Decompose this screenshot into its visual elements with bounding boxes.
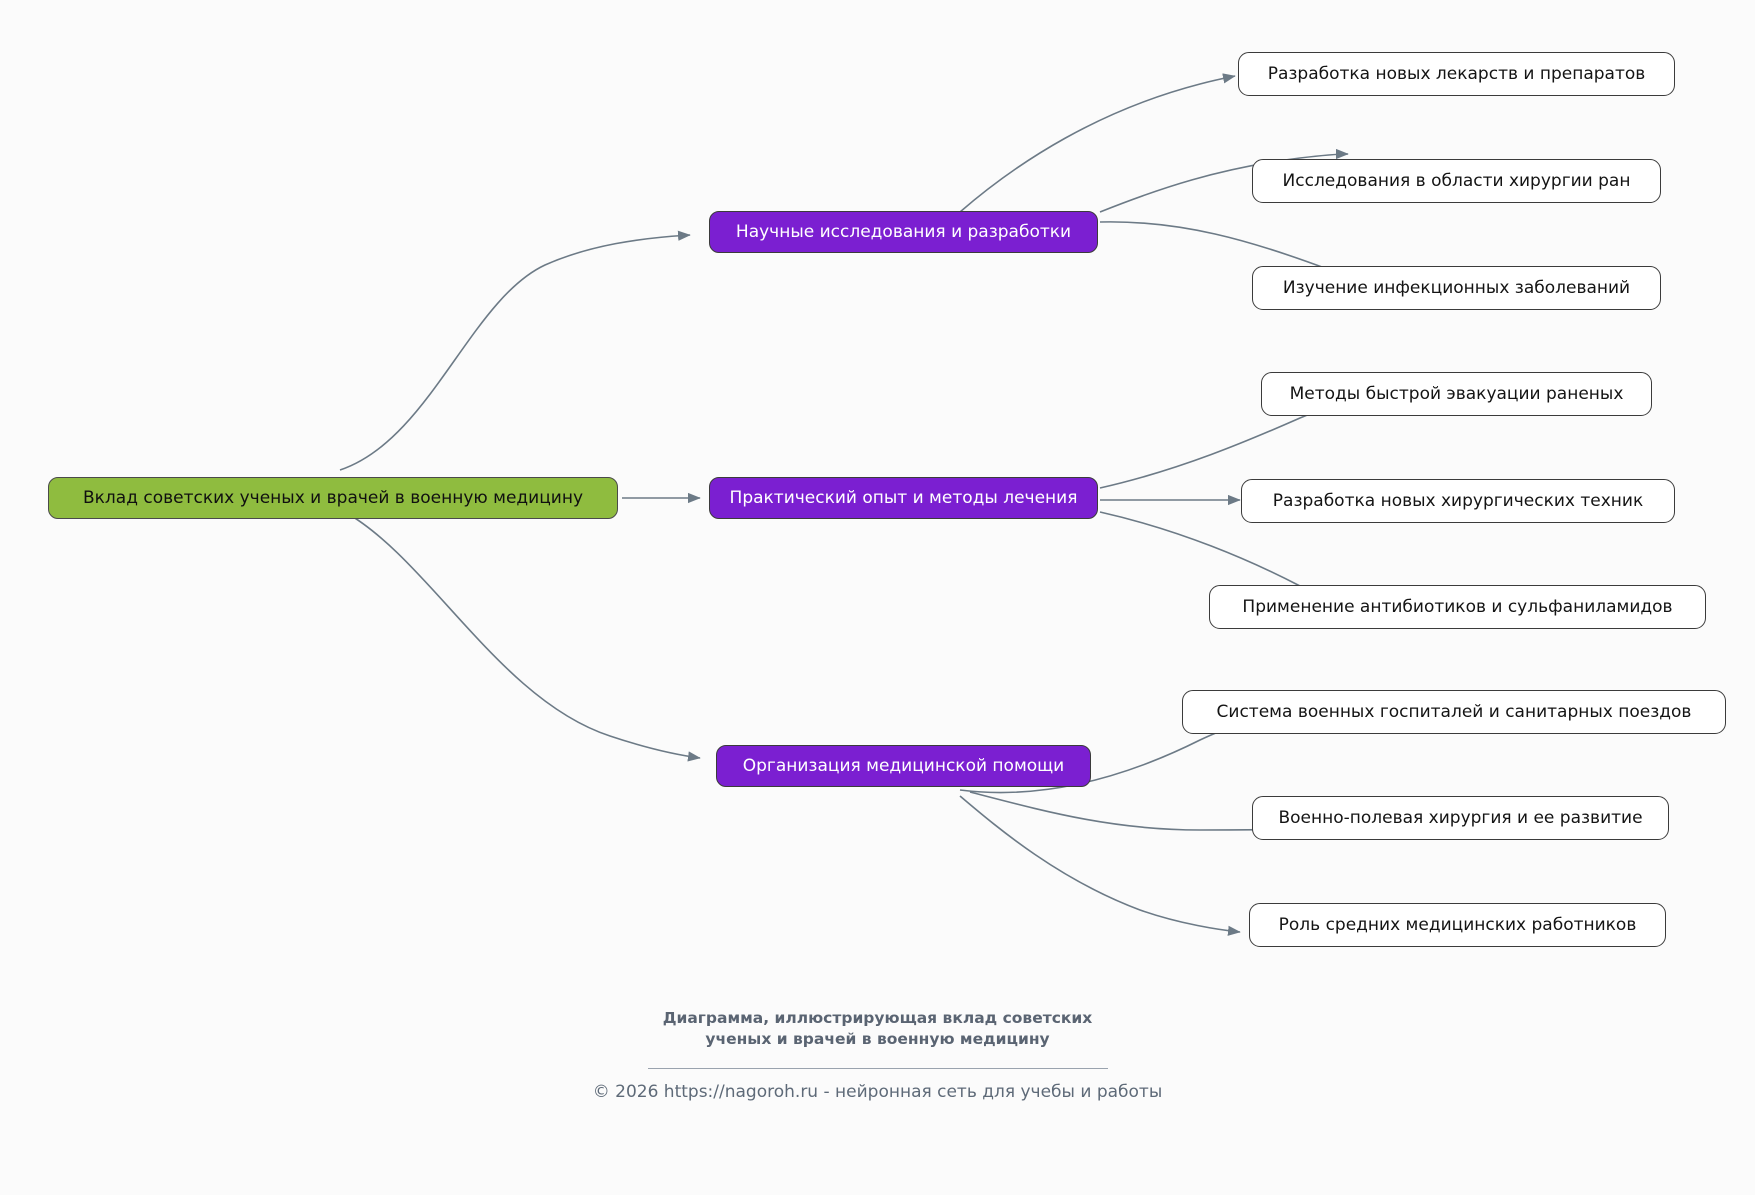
node-leaf-3-2-label: Военно-полевая хирургия и ее развитие [1278, 807, 1643, 828]
node-leaf-1-3[interactable] [1252, 266, 1661, 310]
caption-line-2: ученых и врачей в военную медицину [705, 1029, 1050, 1048]
node-branch-1[interactable] [709, 211, 1098, 253]
node-branch-2[interactable] [709, 477, 1098, 519]
node-leaf-1-2-label: Исследования в области хирургии ран [1282, 170, 1631, 191]
node-root[interactable] [48, 477, 618, 519]
caption-line-1: Диаграмма, иллюстрирующая вклад советских [662, 1009, 1093, 1027]
node-leaf-1-1-label: Разработка новых лекарств и препаратов [1267, 63, 1646, 84]
node-leaf-3-3-label: Роль средних медицинских работников [1278, 914, 1637, 935]
node-leaf-2-1-label: Методы быстрой эвакуации раненых [1289, 383, 1624, 404]
diagram-caption [0, 1008, 1755, 1050]
node-root-label: Вклад советских ученых и врачей в военную медицину [82, 487, 583, 508]
edge-branch-1-leaf-1-1 [960, 76, 1235, 212]
node-leaf-1-3-label: Изучение инфекционных заболеваний [1282, 277, 1631, 298]
node-leaf-3-1[interactable] [1182, 690, 1726, 734]
node-branch-3[interactable] [716, 745, 1091, 787]
edge-root-branch-3 [345, 512, 700, 758]
edge-root-branch-1 [340, 235, 690, 470]
node-branch-1-label: Научные исследования и разработки [735, 221, 1072, 242]
node-leaf-3-1-label: Система военных госпиталей и санитарных поездов [1216, 701, 1692, 722]
caption-divider [648, 1068, 1108, 1069]
node-leaf-2-1[interactable] [1261, 372, 1652, 416]
footer-credit: © 2026 https://nagoroh.ru - нейронная сеть для учебы и работы [592, 1082, 1163, 1102]
node-branch-3-label: Организация медицинской помощи [742, 755, 1065, 776]
node-leaf-3-3[interactable] [1249, 903, 1666, 947]
node-leaf-2-3-label: Применение антибиотиков и сульфаниламидов [1242, 596, 1673, 617]
node-leaf-2-2-label: Разработка новых хирургических техник [1272, 490, 1644, 511]
edge-branch-3-leaf-3-3 [960, 796, 1240, 932]
node-branch-2-label: Практический опыт и методы лечения [729, 487, 1078, 508]
node-leaf-1-1[interactable] [1238, 52, 1675, 96]
node-leaf-2-2[interactable] [1241, 479, 1675, 523]
node-leaf-2-3[interactable] [1209, 585, 1706, 629]
node-leaf-1-2[interactable] [1252, 159, 1661, 203]
node-leaf-3-2[interactable] [1252, 796, 1669, 840]
